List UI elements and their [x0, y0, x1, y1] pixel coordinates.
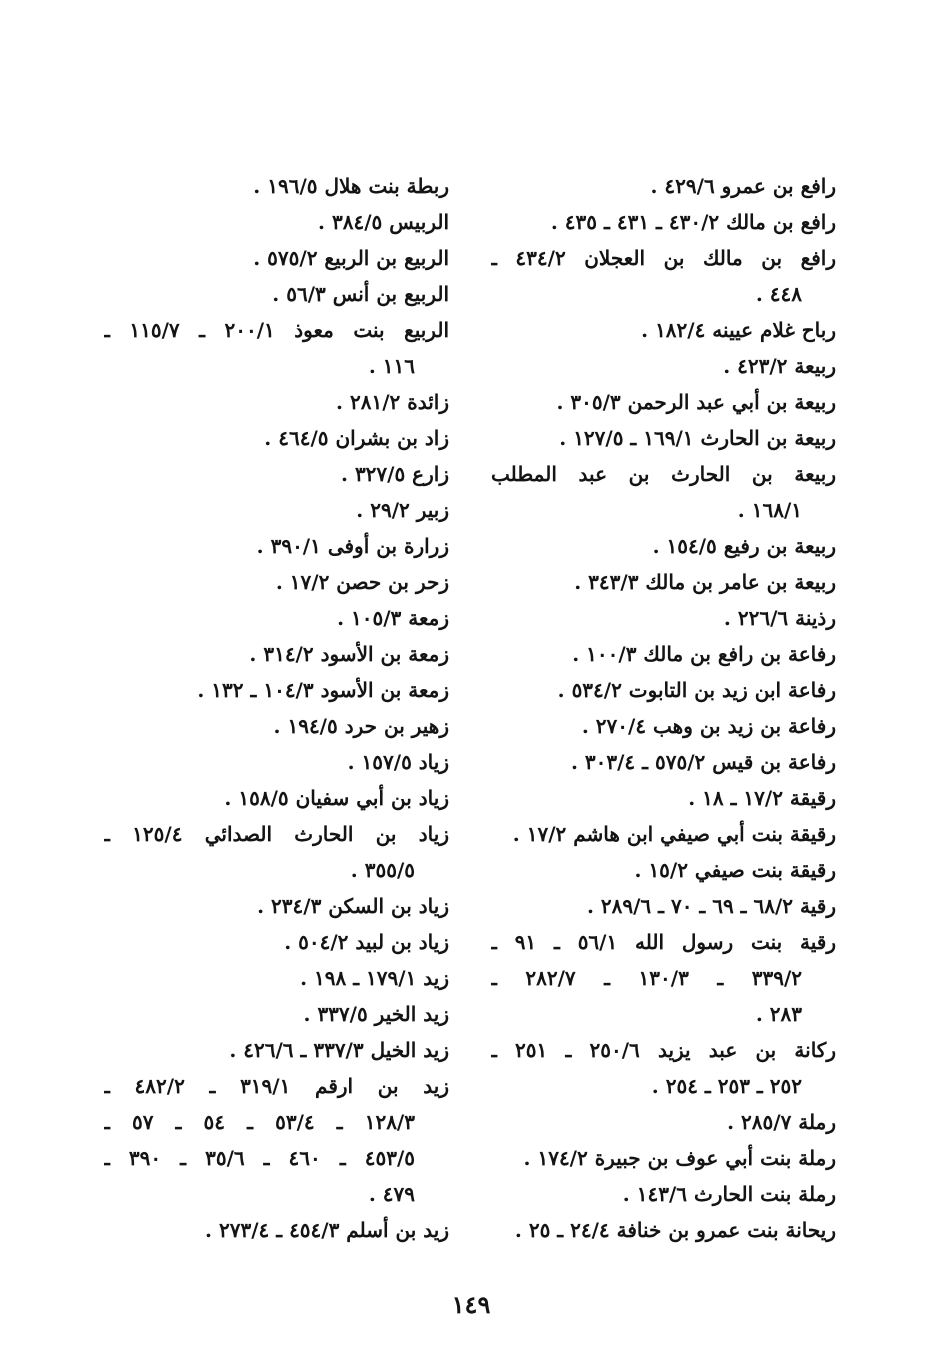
index-entry: زمعة بن الأسود ٣١٤/٢ .	[249, 642, 449, 666]
index-entry: زيد بن ارقم ٣١٩/١ ـ ٤٨٢/٢ ـ	[104, 1074, 449, 1098]
index-entry: رملة بنت الحارث ١٤٣/٦ .	[622, 1182, 836, 1206]
index-entry: ربيعة ٤٢٣/٢ .	[723, 354, 836, 378]
index-entry-continuation: ٢٨٣ .	[755, 1002, 802, 1026]
index-entry: زياد بن الحارث الصدائي ١٢٥/٤ ـ	[104, 822, 449, 846]
index-entry-continuation: ١٢٨/٣ ـ ٥٣/٤ ـ ٥٤ ـ ٥٧ ـ	[104, 1110, 415, 1134]
index-entry: زائدة ٢٨١/٢ .	[336, 390, 449, 414]
index-entry-continuation: ٣٣٩/٢ ـ ١٣٠/٣ ـ ٢٨٢/٧ ـ	[491, 966, 802, 990]
index-entry: ربيعة بن الحارث ١٦٩/١ ـ ١٢٧/٥ .	[559, 426, 836, 450]
index-entry: رقية بنت رسول الله ٥٦/١ ـ ٩١ ـ	[491, 930, 836, 954]
index-entry: ريحانة بنت عمرو بن خنافة ٢٤/٤ ـ ٢٥ .	[514, 1218, 836, 1242]
index-entry: ربيعة بن عامر بن مالك ٣٤٣/٣ .	[574, 570, 836, 594]
index-entry: رملة بنت أبي عوف بن جبيرة ١٧٤/٢ .	[523, 1146, 836, 1170]
index-column-left	[104, 168, 449, 1248]
index-entry: زبير ٢٩/٢ .	[356, 498, 449, 522]
index-entry: ربيعة بن أبي عبد الرحمن ٣٠٥/٣ .	[556, 390, 836, 414]
index-entry: رفاعة بن رافع بن مالك ١٠٠/٣ .	[572, 642, 836, 666]
index-entry: الربيع بن أنس ٥٦/٣ .	[272, 282, 449, 306]
index-entry: زهير بن حرد ١٩٤/٥ .	[273, 714, 449, 738]
index-entry-continuation: ٢٥٢ ـ ٢٥٣ ـ ٢٥٤ .	[651, 1074, 802, 1098]
index-entry: رقيقة بنت أبي صيفي ابن هاشم ١٧/٢ .	[512, 822, 836, 846]
index-entry: الربيع بنت معوذ ٢٠٠/١ ـ ١١٥/٧ ـ	[104, 318, 449, 342]
index-entry: رقيقة بنت صيفي ١٥/٢ .	[634, 858, 836, 882]
index-entry-continuation: ٤٤٨ .	[755, 282, 802, 306]
index-entry: رافع بن مالك بن العجلان ٤٣٤/٢ ـ	[491, 246, 836, 270]
index-entry: رفاعة ابن زيد بن التابوت ٥٣٤/٢ .	[557, 678, 836, 702]
index-entry: زياد بن لبيد ٥٠٤/٢ .	[284, 930, 449, 954]
index-entry-continuation: ١٦٨/١ .	[737, 498, 802, 522]
index-entry: زمعة ١٠٥/٣ .	[337, 606, 449, 630]
index-entry: رقية ٦٨/٢ ـ ٦٩ ـ ٧٠ ـ ٢٨٩/٦ .	[586, 894, 836, 918]
index-entry: ربيعة بن الحارث بن عبد المطلب	[491, 462, 836, 486]
index-entry-continuation: ٣٥٥/٥ .	[350, 858, 415, 882]
index-entry: رذينة ٢٢٦/٦ .	[723, 606, 836, 630]
index-entry: زمعة بن الأسود ١٠٤/٣ ـ ١٣٢ .	[197, 678, 449, 702]
index-entry: رافع بن عمرو ٤٢٩/٦ .	[650, 174, 836, 198]
index-entry: زياد بن أبي سفيان ١٥٨/٥ .	[224, 786, 449, 810]
index-entry: زرارة بن أوفى ٣٩٠/١ .	[256, 534, 449, 558]
index-entry-continuation: ١١٦ .	[368, 354, 415, 378]
index-entry: رباح غلام عيينه ١٨٢/٤ .	[641, 318, 836, 342]
index-entry: رافع بن مالك ٤٣٠/٢ ـ ٤٣١ ـ ٤٣٥ .	[550, 210, 836, 234]
index-column-right	[491, 168, 836, 1248]
index-entry-continuation: ٤٧٩ .	[368, 1182, 415, 1206]
index-entry: زارع ٣٢٧/٥ .	[341, 462, 449, 486]
index-entry-continuation: ٤٥٣/٥ ـ ٤٦٠ ـ ٣٥/٦ ـ ٣٩٠ ـ	[104, 1146, 415, 1170]
index-entry: ربيعة بن رفيع ١٥٤/٥ .	[652, 534, 836, 558]
index-entry: زيد ١٧٩/١ ـ ١٩٨ .	[300, 966, 449, 990]
index-entry: الربيع بن الربيع ٥٧٥/٢ .	[253, 246, 449, 270]
index-entry: زيد بن أسلم ٤٥٤/٣ ـ ٢٧٣/٤ .	[205, 1218, 449, 1242]
index-entry: ربطة بنت هلال ١٩٦/٥ .	[253, 174, 449, 198]
index-entry: رفاعة بن زيد بن وهب ٢٧٠/٤ .	[581, 714, 836, 738]
index-entry: زحر بن حصن ١٧/٢ .	[275, 570, 449, 594]
index-entry: الربيس ٣٨٤/٥ .	[318, 210, 449, 234]
index-entry: رفاعة بن قيس ٥٧٥/٢ ـ ٣٠٣/٤ .	[570, 750, 836, 774]
index-entry: ركانة بن عبد يزيد ٢٥٠/٦ ـ ٢٥١ ـ	[491, 1038, 836, 1062]
index-entry: زيد الخيل ٣٣٧/٣ ـ ٤٢٦/٦ .	[229, 1038, 449, 1062]
index-entry: زاد بن بشران ٤٦٤/٥ .	[264, 426, 449, 450]
index-entry: زياد بن السكن ٢٣٤/٣ .	[257, 894, 449, 918]
index-entry: رقيقة ١٧/٢ ـ ١٨ .	[688, 786, 836, 810]
index-entry: رملة ٢٨٥/٧ .	[727, 1110, 836, 1134]
index-entry: زيد الخير ٣٣٧/٥ .	[303, 1002, 449, 1026]
page-number: ١٤٩	[451, 1290, 491, 1319]
index-entry: زياد ١٥٧/٥ .	[347, 750, 449, 774]
